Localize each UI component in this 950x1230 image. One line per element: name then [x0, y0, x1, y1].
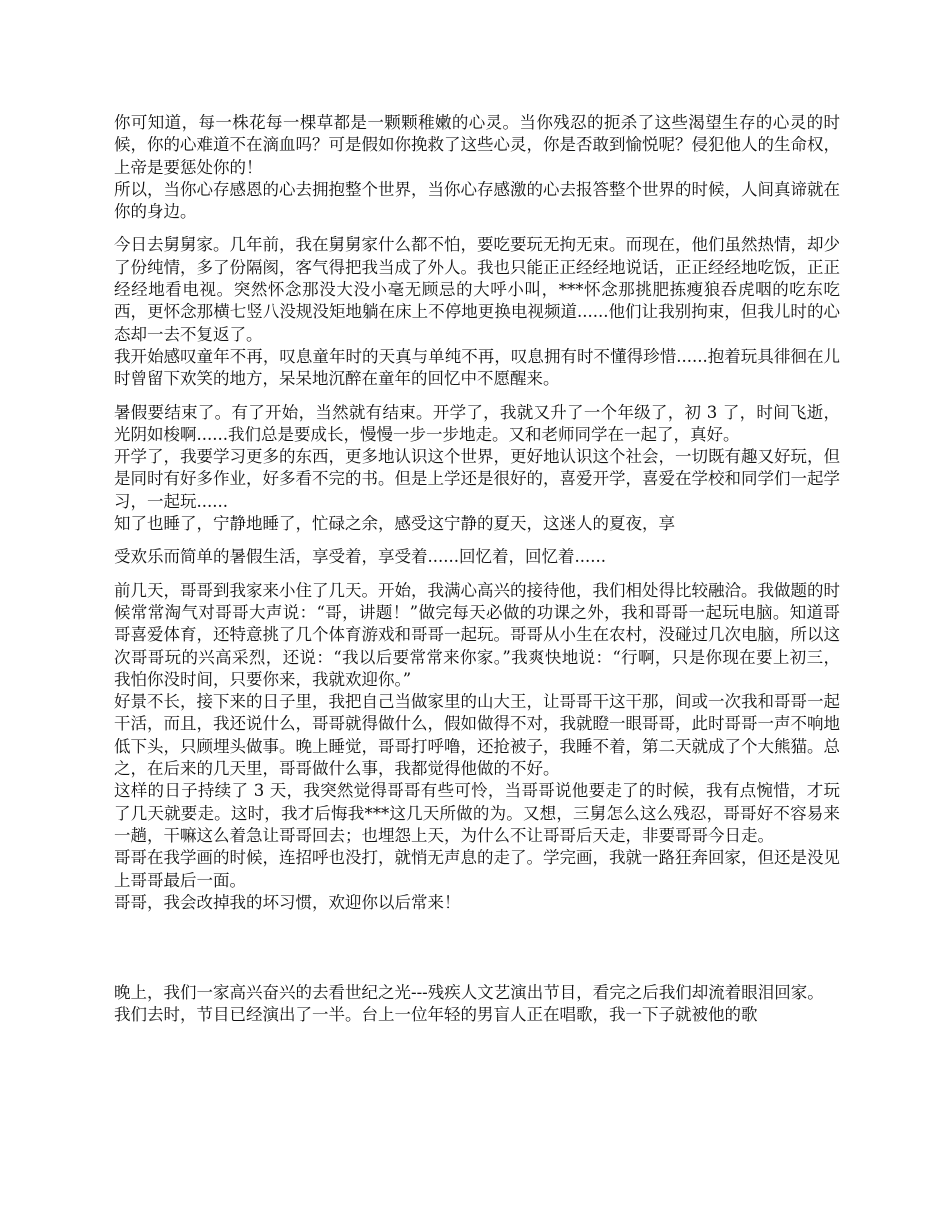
paragraph: 受欢乐而简单的暑假生活，享受着，享受着......回忆着，回忆着......	[114, 547, 606, 567]
paragraph: 你可知道，每一株花每一棵草都是一颗颗稚嫩的心灵。当你残忍的扼杀了这些渴望生存的心灵的时候，你的心难道不在滴血吗？可是假如你挽救了这些心灵，你是否敢到愉悦呢？侵犯他人的生命权，上帝是要惩处你的！	[114, 113, 840, 177]
paragraph: 我们去时，节目已经演出了一半。台上一位年轻的男盲人正在唱歌，我一下子就被他的歌	[114, 1005, 758, 1025]
paragraph: 我开始感叹童年不再，叹息童年时的天真与单纯不再，叹息拥有时不懂得珍惜......抱着玩具徘徊在儿时曾留下欢笑的地方，呆呆地沉醉在童年的回忆中不愿醒来。	[114, 346, 840, 389]
section-performance	[114, 982, 840, 1027]
paragraph: 所以，当你心存感恩的心去拥抱整个世界，当你心存感激的心去报答整个世界的时候，人间真谛就在你的身边。	[114, 179, 840, 222]
section-gap	[114, 914, 840, 982]
paragraph-gap	[114, 569, 840, 580]
paragraph-gap	[114, 535, 840, 546]
section-brother-visit	[114, 580, 840, 914]
paragraph: 暑假要结束了。有了开始，当然就有结束。开学了，我就又升了一个年级了，初 3 了，时间飞逝，光阴如梭啊......我们总是要成长，慢慢一步一步地走。又和老师同学在一起了，真好。	[114, 402, 840, 444]
paragraph: 好景不长，接下来的日子里，我把自己当做家里的山大王，让哥哥干这干那，间或一次我和哥哥一起干活，而且，我还说什么，哥哥就得做什么，假如做得不对，我就瞪一眼哥哥，此时哥哥一声不响地低下头，只顾埋头做事。晚上睡觉，哥哥打呼噜，还抢被子，我睡不着，第二天就成了个大熊猫。总之，在后来的几天里，哥哥做什么事，我都觉得他做的不好。	[114, 692, 840, 779]
document-page	[114, 112, 840, 1027]
paragraph: 前几天，哥哥到我家来小住了几天。开始，我满心高兴的接待他，我们相处得比较融洽。我做题的时候常常淘气对哥哥大声说：“哥，讲题！”做完每天必做的功课之外，我和哥哥一起玩电脑。知道哥哥喜爱体育，还特意挑了几个体育游戏和哥哥一起玩。哥哥从小生在农村，没碰过几次电脑，所以这次哥哥玩的兴高采烈，还说：“我以后要常常来你家。”我爽快地说：“行啊，只是你现在要上初三，我怕你没时间，只要你来，我就欢迎你。”	[114, 580, 840, 689]
paragraph: 哥哥在我学画的时候，连招呼也没打，就悄无声息的走了。学完画，我就一路狂奔回家，但还是没见上哥哥最后一面。	[114, 848, 840, 890]
paragraph: 开学了，我要学习更多的东西，更多地认识这个世界，更好地认识这个社会，一切既有趣又好玩，但是同时有好多作业，好多看不完的书。但是上学还是很好的，喜爱开学，喜爱在学校和同学们一起学习，一起玩......	[114, 447, 840, 511]
paragraph: 知了也睡了，宁静地睡了，忙碌之余，感受这宁静的夏天，这迷人的夏夜，享	[114, 514, 675, 534]
paragraph-gap	[114, 223, 840, 234]
paragraph: 晚上，我们一家高兴奋兴的去看世纪之光---残疾人文艺演出节目，看完之后我们却流着眼泪回家。	[114, 983, 824, 1003]
section-summer-end	[114, 402, 840, 536]
paragraph: 今日去舅舅家。几年前，我在舅舅家什么都不怕，要吃要玩无拘无束。而现在，他们虽然热情，却少了份纯情，多了份隔阂，客气得把我当成了外人。我也只能正正经经地说话，正正经经地吃饭，正正经经地看电视。突然怀念那没大没小毫无顾忌的大呼小叫，***怀念那挑肥拣瘦狼吞虎咽的吃东吃西，更怀念那横七竖八没规没矩地躺在床上不停地更换电视频道......他们让我别拘束，但我儿时的心态却一去不复返了。	[114, 235, 840, 344]
paragraph: 哥哥，我会改掉我的坏习惯，欢迎你以后常来！	[114, 892, 461, 912]
paragraph: 这样的日子持续了 3 天，我突然觉得哥哥有些可怜，当哥哥说他要走了的时候，我有点惋惜，才玩了几天就要走。这时，我才后悔我***这几天所做的为。又想，三舅怎么这么残忍，哥哥好不容易来一趟，干嘛这么着急让哥哥回去；也埋怨上天，为什么不让哥哥后天走，非要哥哥今日走。	[114, 781, 840, 845]
section-uncle-visit	[114, 234, 840, 390]
section-gratitude	[114, 112, 840, 223]
section-summer-continued	[114, 546, 840, 568]
paragraph-gap	[114, 391, 840, 402]
